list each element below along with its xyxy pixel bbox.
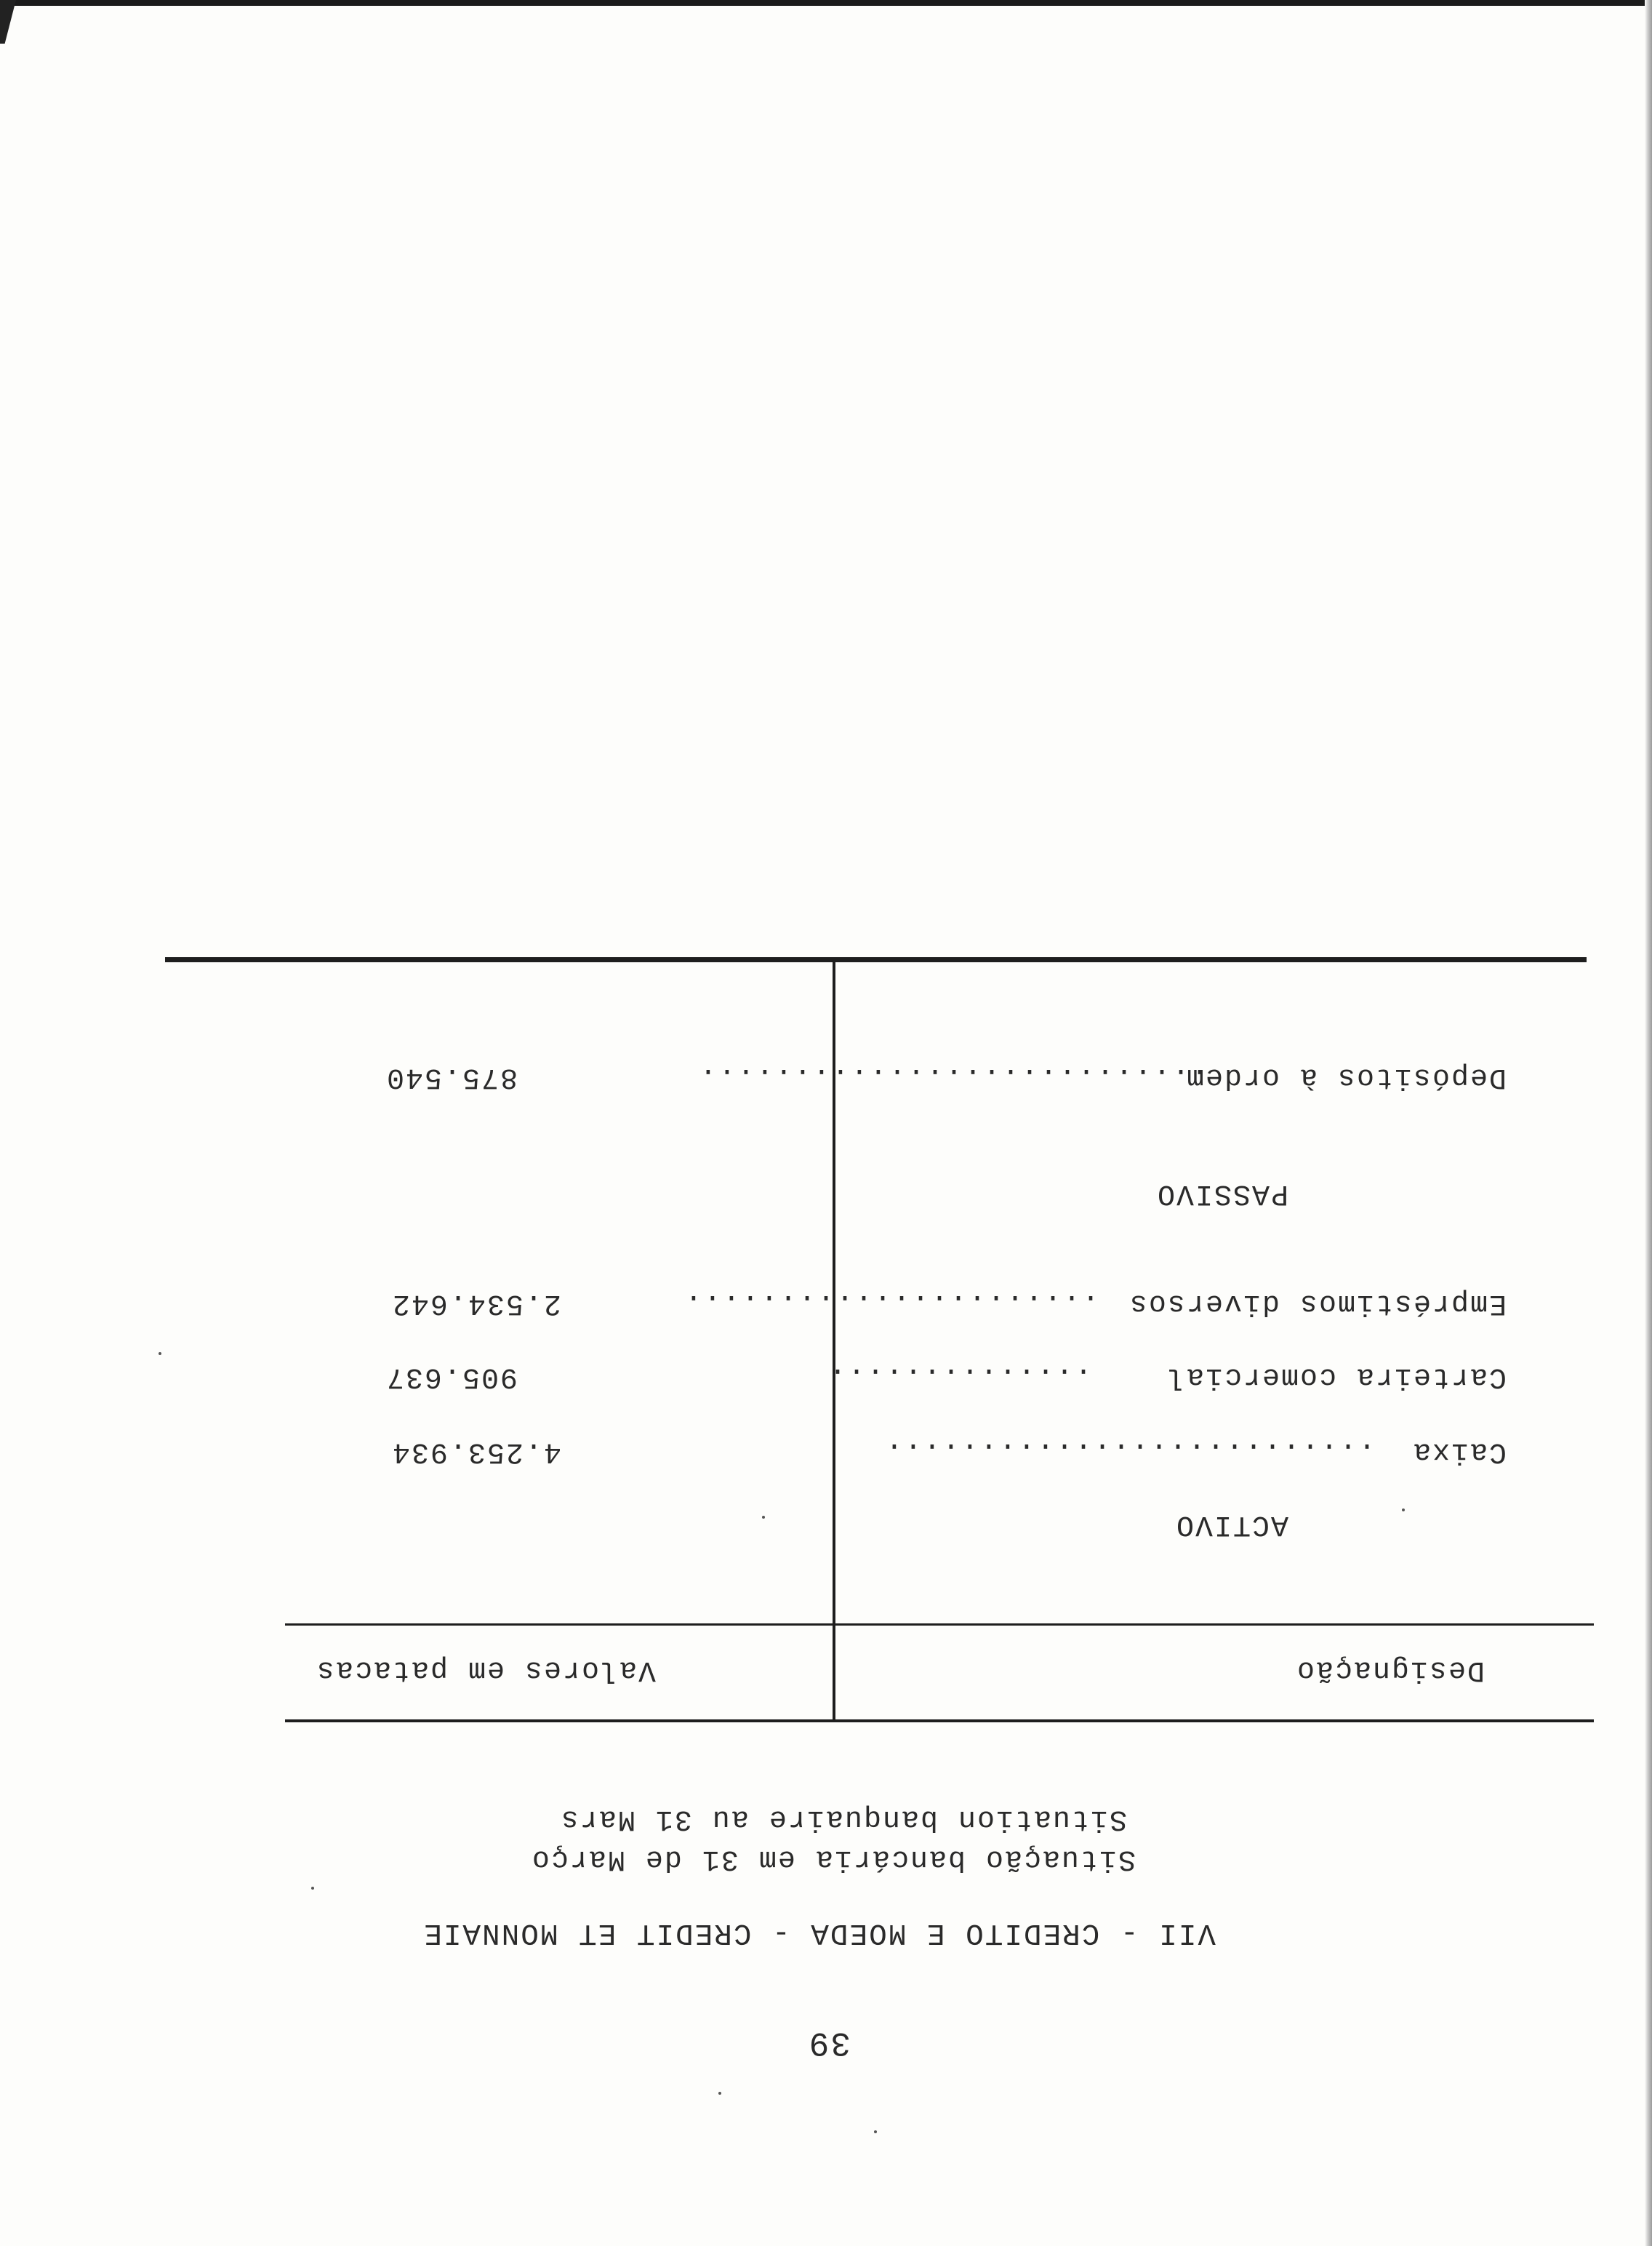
section-activo: ACTIVO: [1174, 1508, 1288, 1540]
subtitle-french: Situation banquaire au 31 Mars: [559, 1802, 1127, 1835]
row-label-caixa: Caixa: [1411, 1435, 1507, 1468]
column-header-values: Valores em patacas: [315, 1653, 656, 1686]
row-value-depositos: 875.540: [385, 1060, 518, 1093]
row-value-carteira: 905.637: [385, 1360, 518, 1393]
row-value-emprestimos: 2.534.642: [390, 1287, 561, 1319]
row-label-emprestimos: Empréstimos diversos: [1128, 1287, 1507, 1319]
scan-speck: [159, 1352, 161, 1355]
section-passivo: PASSIVO: [1155, 1177, 1288, 1210]
table-header-rule: [285, 1623, 1594, 1626]
subtitle-portuguese: Situação bancária em 31 de Março: [530, 1842, 1136, 1875]
row-leader-depositos: ...........................: [697, 1060, 1208, 1093]
scan-speck: [874, 2130, 877, 2133]
document-title: VII - CREDITO E MOEDA - CREDIT ET MONNAIE: [422, 1916, 1216, 1949]
row-leader-caixa: ..........................: [883, 1435, 1376, 1468]
row-label-depositos: Depósitos à ordem: [1184, 1060, 1507, 1093]
scan-speck: [718, 2092, 721, 2095]
scan-speck: [1402, 1508, 1405, 1511]
scan-speck: [762, 1516, 765, 1519]
table-top-rule: [285, 1719, 1594, 1722]
row-leader-emprestimos: ......................: [683, 1287, 1099, 1319]
page-number: 39: [807, 2023, 851, 2061]
row-label-carteira: Carteira comercial: [1166, 1360, 1507, 1393]
column-header-designation: Designação: [1295, 1653, 1485, 1686]
row-value-caixa: 4.253.934: [390, 1435, 561, 1468]
table-bottom-rule: [165, 957, 1587, 962]
row-leader-carteira: ..............: [827, 1360, 1092, 1393]
scan-speck: [311, 1887, 314, 1890]
